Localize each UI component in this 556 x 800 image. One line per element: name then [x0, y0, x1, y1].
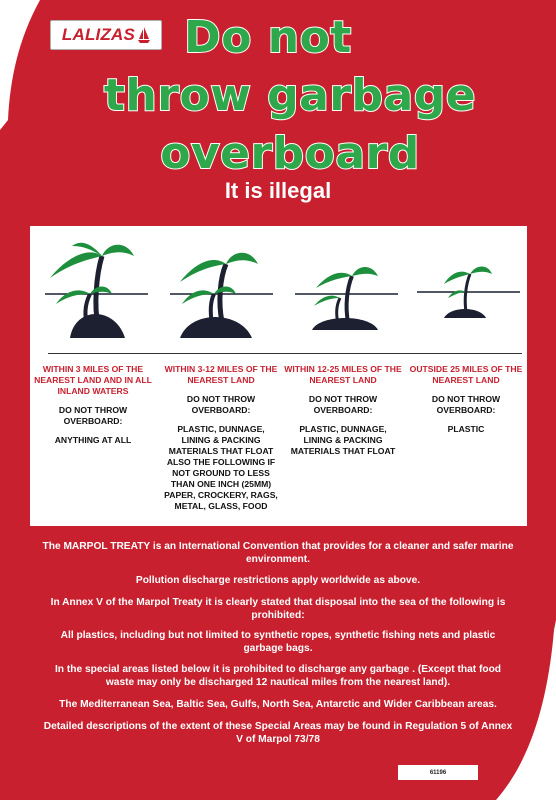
special-areas-list-text: The Mediterranean Sea, Baltic Sea, Gulfs, North Sea, Antarctic and Wider Caribbean areas.	[59, 699, 497, 710]
subheadline: It is illegal	[224, 178, 332, 203]
plastics-prohibited-text: All plastics, including but not limited to synthetic ropes, synthetic fishing nets and plastic garbage bags.	[60, 630, 496, 654]
headline-line-3: overboard	[160, 128, 420, 179]
zone-rule: DO NOT THROW OVERBOARD:	[431, 394, 501, 415]
zone-outside-25-miles	[407, 364, 525, 435]
palm-island-icon	[417, 267, 520, 319]
zone-rule: DO NOT THROW OVERBOARD:	[308, 394, 378, 415]
panel-divider	[48, 353, 522, 354]
zone-distance: OUTSIDE 25 MILES OF THE NEAREST LAND	[409, 364, 523, 385]
zone-rule: DO NOT THROW OVERBOARD:	[186, 394, 256, 415]
headline-line-2: throw garbage	[103, 70, 477, 121]
logo-text: LALIZAS	[61, 25, 136, 44]
distance-panel	[30, 226, 527, 526]
zone-distance: WITHIN 3-12 MILES OF THE NEAREST LAND	[164, 364, 278, 385]
marpol-intro-text: The MARPOL TREATY is an International Convention that provides for a cleaner and safer marine environment.	[42, 541, 514, 565]
zone-rule: DO NOT THROW OVERBOARD:	[58, 405, 128, 426]
island-illustrations	[30, 226, 527, 351]
zone-3-12-miles	[162, 364, 280, 512]
zone-items: ANYTHING AT ALL	[54, 435, 132, 445]
product-code: 61196	[398, 765, 478, 780]
worldwide-restrictions-text: Pollution discharge restrictions apply worldwide as above.	[135, 575, 421, 586]
zone-items: PLASTIC	[447, 424, 485, 434]
palm-island-icon	[170, 253, 273, 338]
zone-items: PLASTIC, DUNNAGE, LINING & PACKING MATERIALS THAT FLOAT	[290, 424, 396, 456]
headline-line-1: Do not	[184, 12, 352, 63]
zone-distance: WITHIN 12-25 MILES OF THE NEAREST LAND	[284, 364, 402, 385]
zone-items: PLASTIC, DUNNAGE, LINING & PACKING MATERIALS THAT FLOAT ALSO THE FOLLOWING IF NOT GROUND TO LESS THAN ONE INCH (25MM) PAPER, CROCKERY, RAGS, METAL, GLASS, FOOD	[164, 424, 278, 511]
regulation-reference-text: Detailed descriptions of the extent of these Special Areas may be found in Regulation 5 of Annex V of Marpol 73/78	[43, 721, 513, 745]
annex-v-text: In Annex V of the Marpol Treaty it is clearly stated that disposal into the sea of the following is prohibited:	[50, 597, 506, 621]
zone-within-3-miles	[34, 364, 152, 446]
palm-island-icon	[295, 267, 398, 330]
zone-distance: WITHIN 3 MILES OF THE NEAREST LAND AND IN ALL INLAND WATERS	[34, 364, 152, 396]
palm-island-icon	[45, 243, 148, 338]
zone-12-25-miles	[284, 364, 402, 457]
special-areas-text: In the special areas listed below it is prohibited to discharge any garbage . (Except that food waste may only be discharged 12 nautical miles from the nearest land).	[54, 664, 502, 688]
